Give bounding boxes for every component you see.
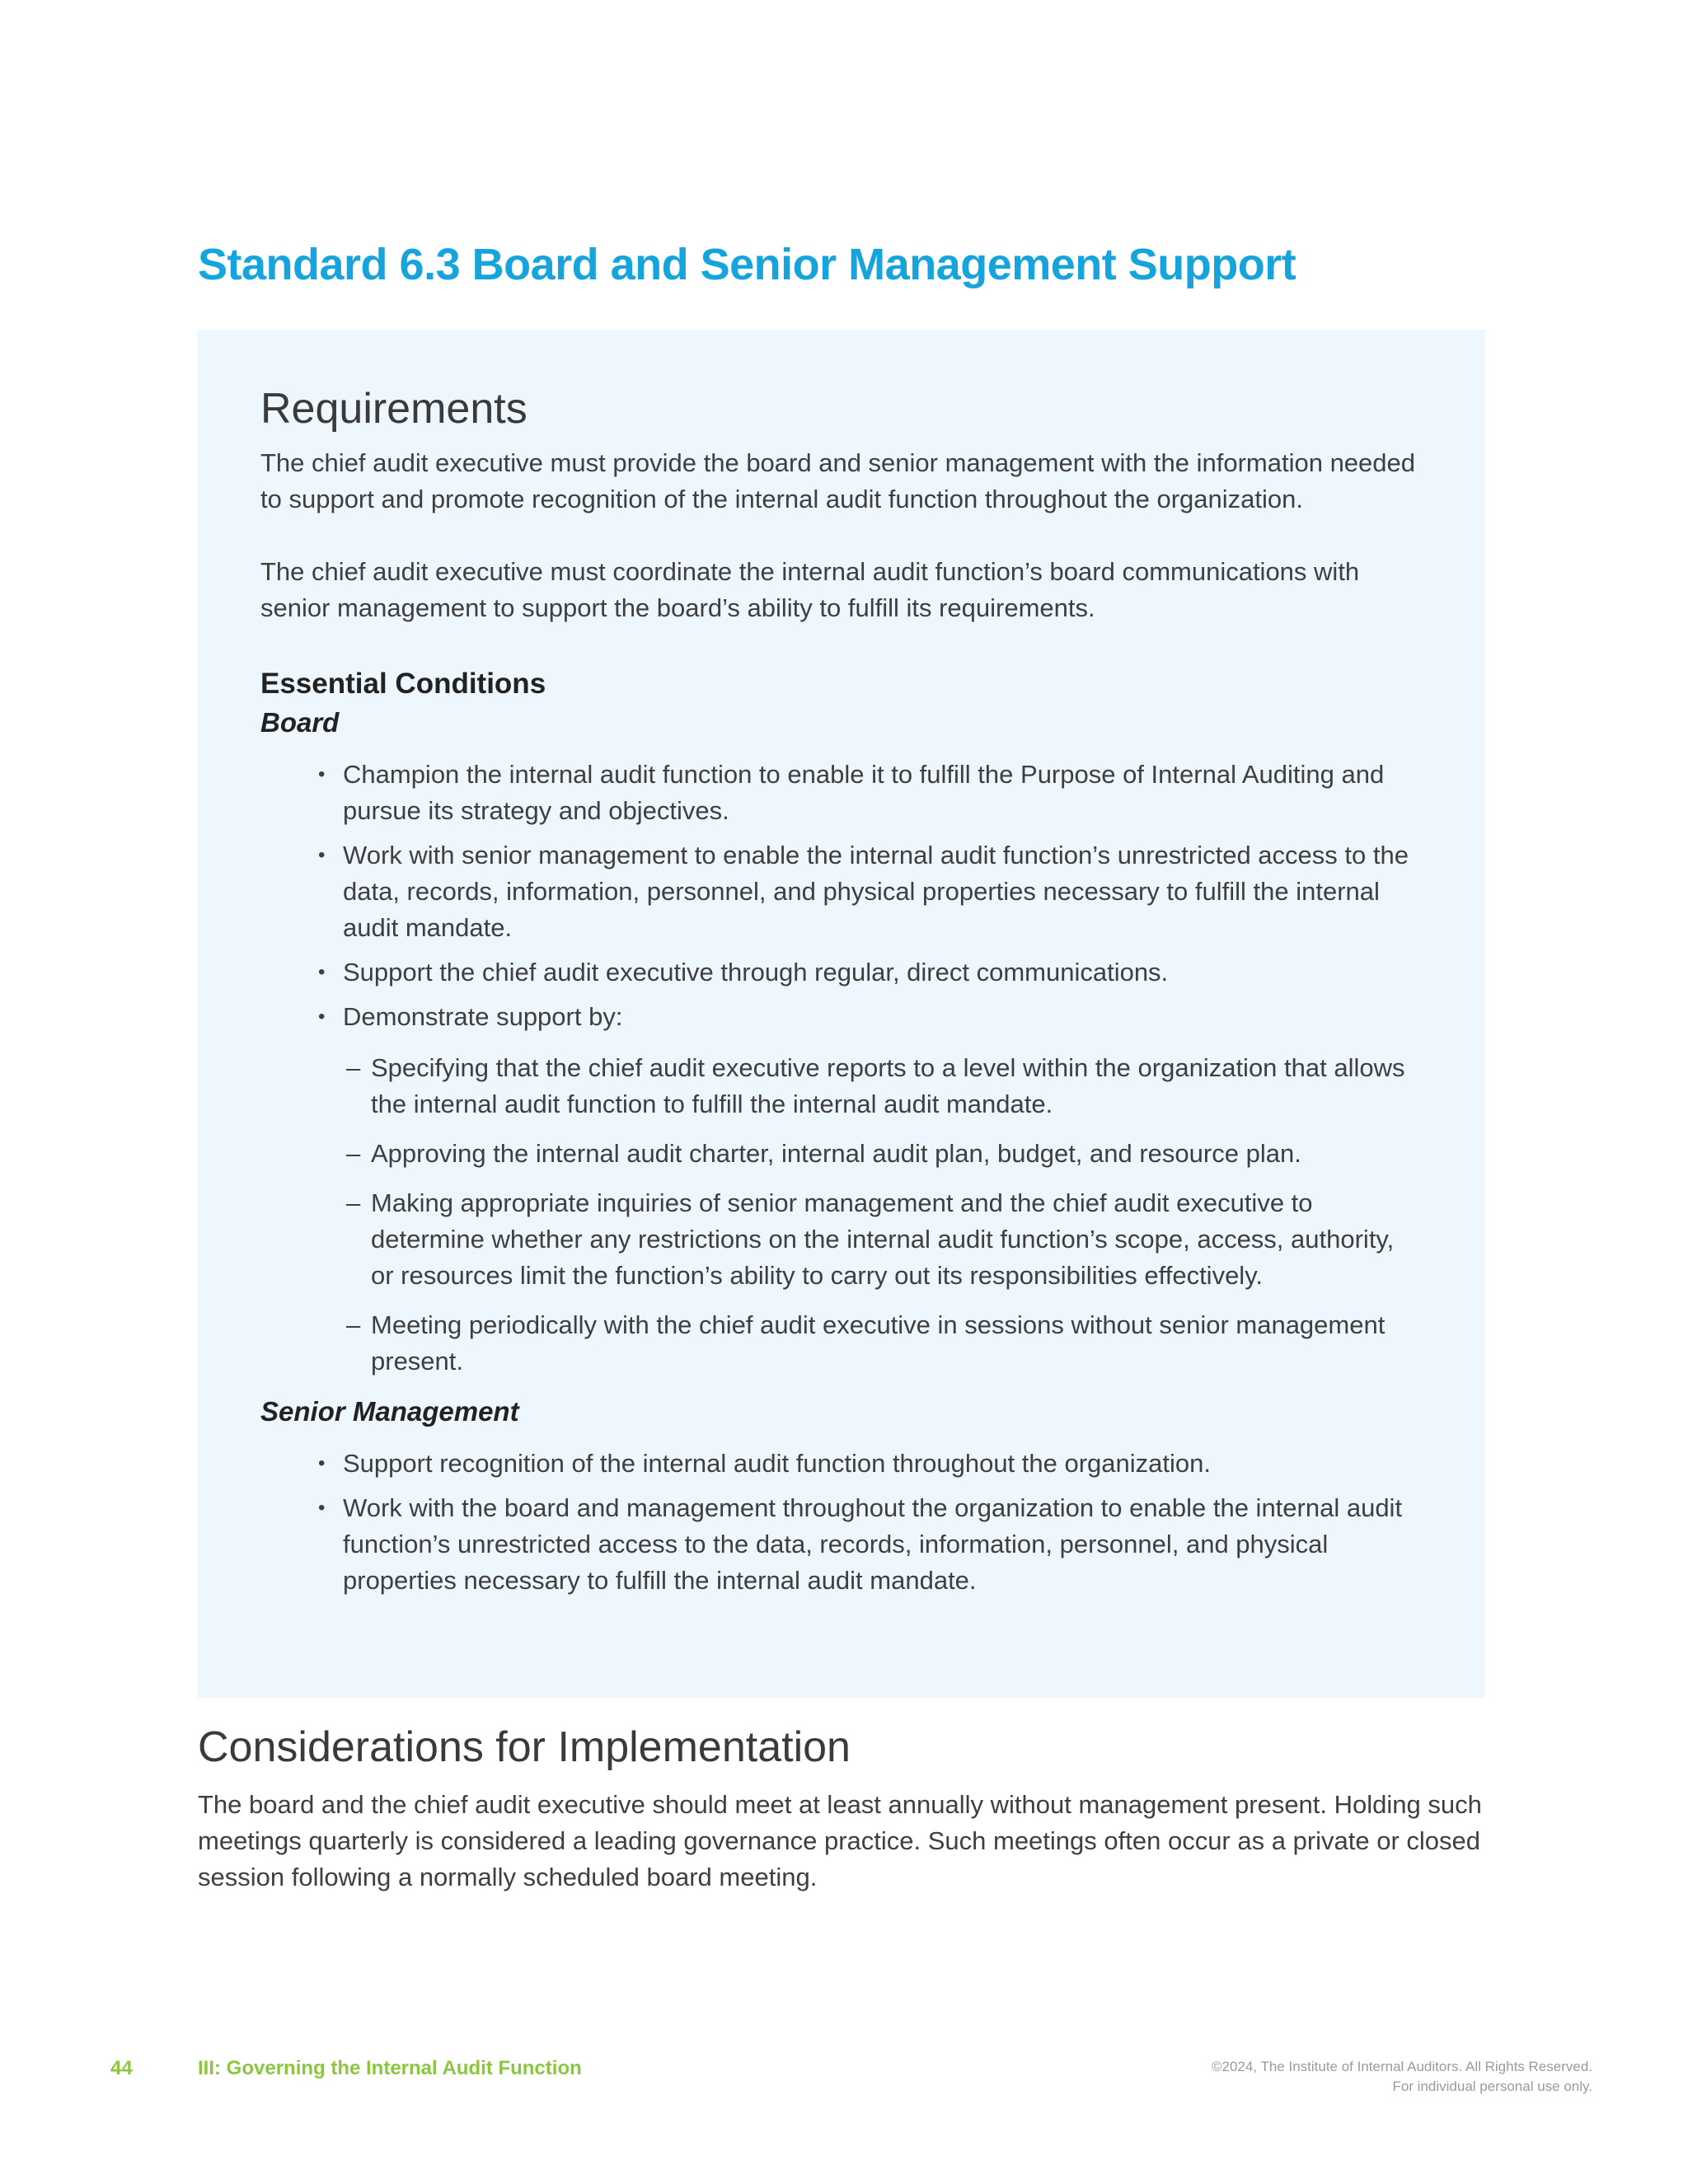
list-item: • Champion the internal audit function to enable it to fulfill the Purpose of Internal Auditing and pursue its strategy and objectives. [343,757,1423,829]
bullet-icon: • [318,1497,326,1519]
bullet-icon: • [318,1452,326,1474]
dash-icon: – [346,1139,361,1168]
requirements-box [198,330,1485,1698]
footer-copyright [1212,2057,1592,2097]
list-item: • Work with the board and management throughout the organization to enable the internal audit function’s unrestricted access to the data, records, information, personnel, and physical properties necessary to fulfill the internal audit mandate. [343,1490,1423,1599]
list-item: • Support recognition of the internal audit function throughout the organization. [343,1446,1423,1482]
requirements-heading: Requirements [260,385,528,433]
board-bullet-list [260,757,1423,1380]
sub-list-item: – Specifying that the chief audit executive reports to a level within the organization that allows the internal audit function to fulfill the internal audit mandate. [371,1050,1423,1122]
list-item: • Work with senior management to enable the internal audit function’s unrestricted access to the data, records, information, personnel, and physical properties necessary to fulfill the internal audit mandate. [343,837,1423,946]
considerations-paragraph: The board and the chief audit executive should meet at least annually without management present. Holding such meetings quarterly is considered a leading governance practice. Such meetings often occur as a private or closed session following a normally scheduled board meeting. [198,1790,1482,1891]
senior-management-heading: Senior Management [260,1396,519,1427]
dash-icon: – [346,1310,361,1339]
copyright-text: ©2024, The Institute of Internal Auditors. All Rights Reserved. [1211,2059,1592,2074]
page-number: 44 [110,2057,133,2079]
bullet-icon: • [318,844,326,866]
list-item: • Demonstrate support by: – Specifying that the chief audit executive reports to a level within the organization that allows the internal audit function to fulfill the internal audit mandate. – Approving the internal audit charter, internal audit plan, budget, and resource plan. – Making appropriate inquiries of senior management and the chief audit executive to determine whether any restrictions on the internal audit function’s scope, access, authority, or resources limit the function’s ability to carry out its responsibilities effectively. – Meeting periodically with the chief audit executive in sessions without senior management present. [343,999,1423,1380]
sub-list-item: – Meeting periodically with the chief audit executive in sessions without senior management present. [371,1307,1423,1380]
bullet-icon: • [318,961,326,983]
essential-conditions-heading: Essential Conditions [260,668,546,700]
bullet-icon: • [318,1005,326,1028]
footer-section-title: III: Governing the Internal Audit Function [198,2057,582,2079]
bullet-icon: • [318,763,326,785]
board-heading: Board [260,707,340,738]
considerations-heading: Considerations for Implementation [198,1723,851,1771]
requirements-paragraph: The chief audit executive must provide the board and senior management with the information needed to support and promote recognition of the internal audit function throughout the organization. [260,448,1416,513]
requirements-paragraph: The chief audit executive must coordinate the internal audit function’s board communications with senior management to support the board’s ability to fulfill its requirements. [260,557,1360,622]
dash-icon: – [346,1188,361,1217]
page-title: Standard 6.3 Board and Senior Management Support [198,240,1296,289]
sub-list-item: – Approving the internal audit charter, internal audit plan, budget, and resource plan. [371,1136,1423,1172]
dash-icon: – [346,1053,361,1082]
senior-management-bullet-list [260,1446,1423,1599]
usage-text: For individual personal use only. [1392,2079,1592,2094]
sub-list-item: – Making appropriate inquiries of senior management and the chief audit executive to determine whether any restrictions on the internal audit function’s scope, access, authority, or resources limit the function’s ability to carry out its responsibilities effectively. [371,1185,1423,1294]
demonstrate-support-sublist [343,1050,1423,1380]
list-item: • Support the chief audit executive through regular, direct communications. [343,954,1423,991]
